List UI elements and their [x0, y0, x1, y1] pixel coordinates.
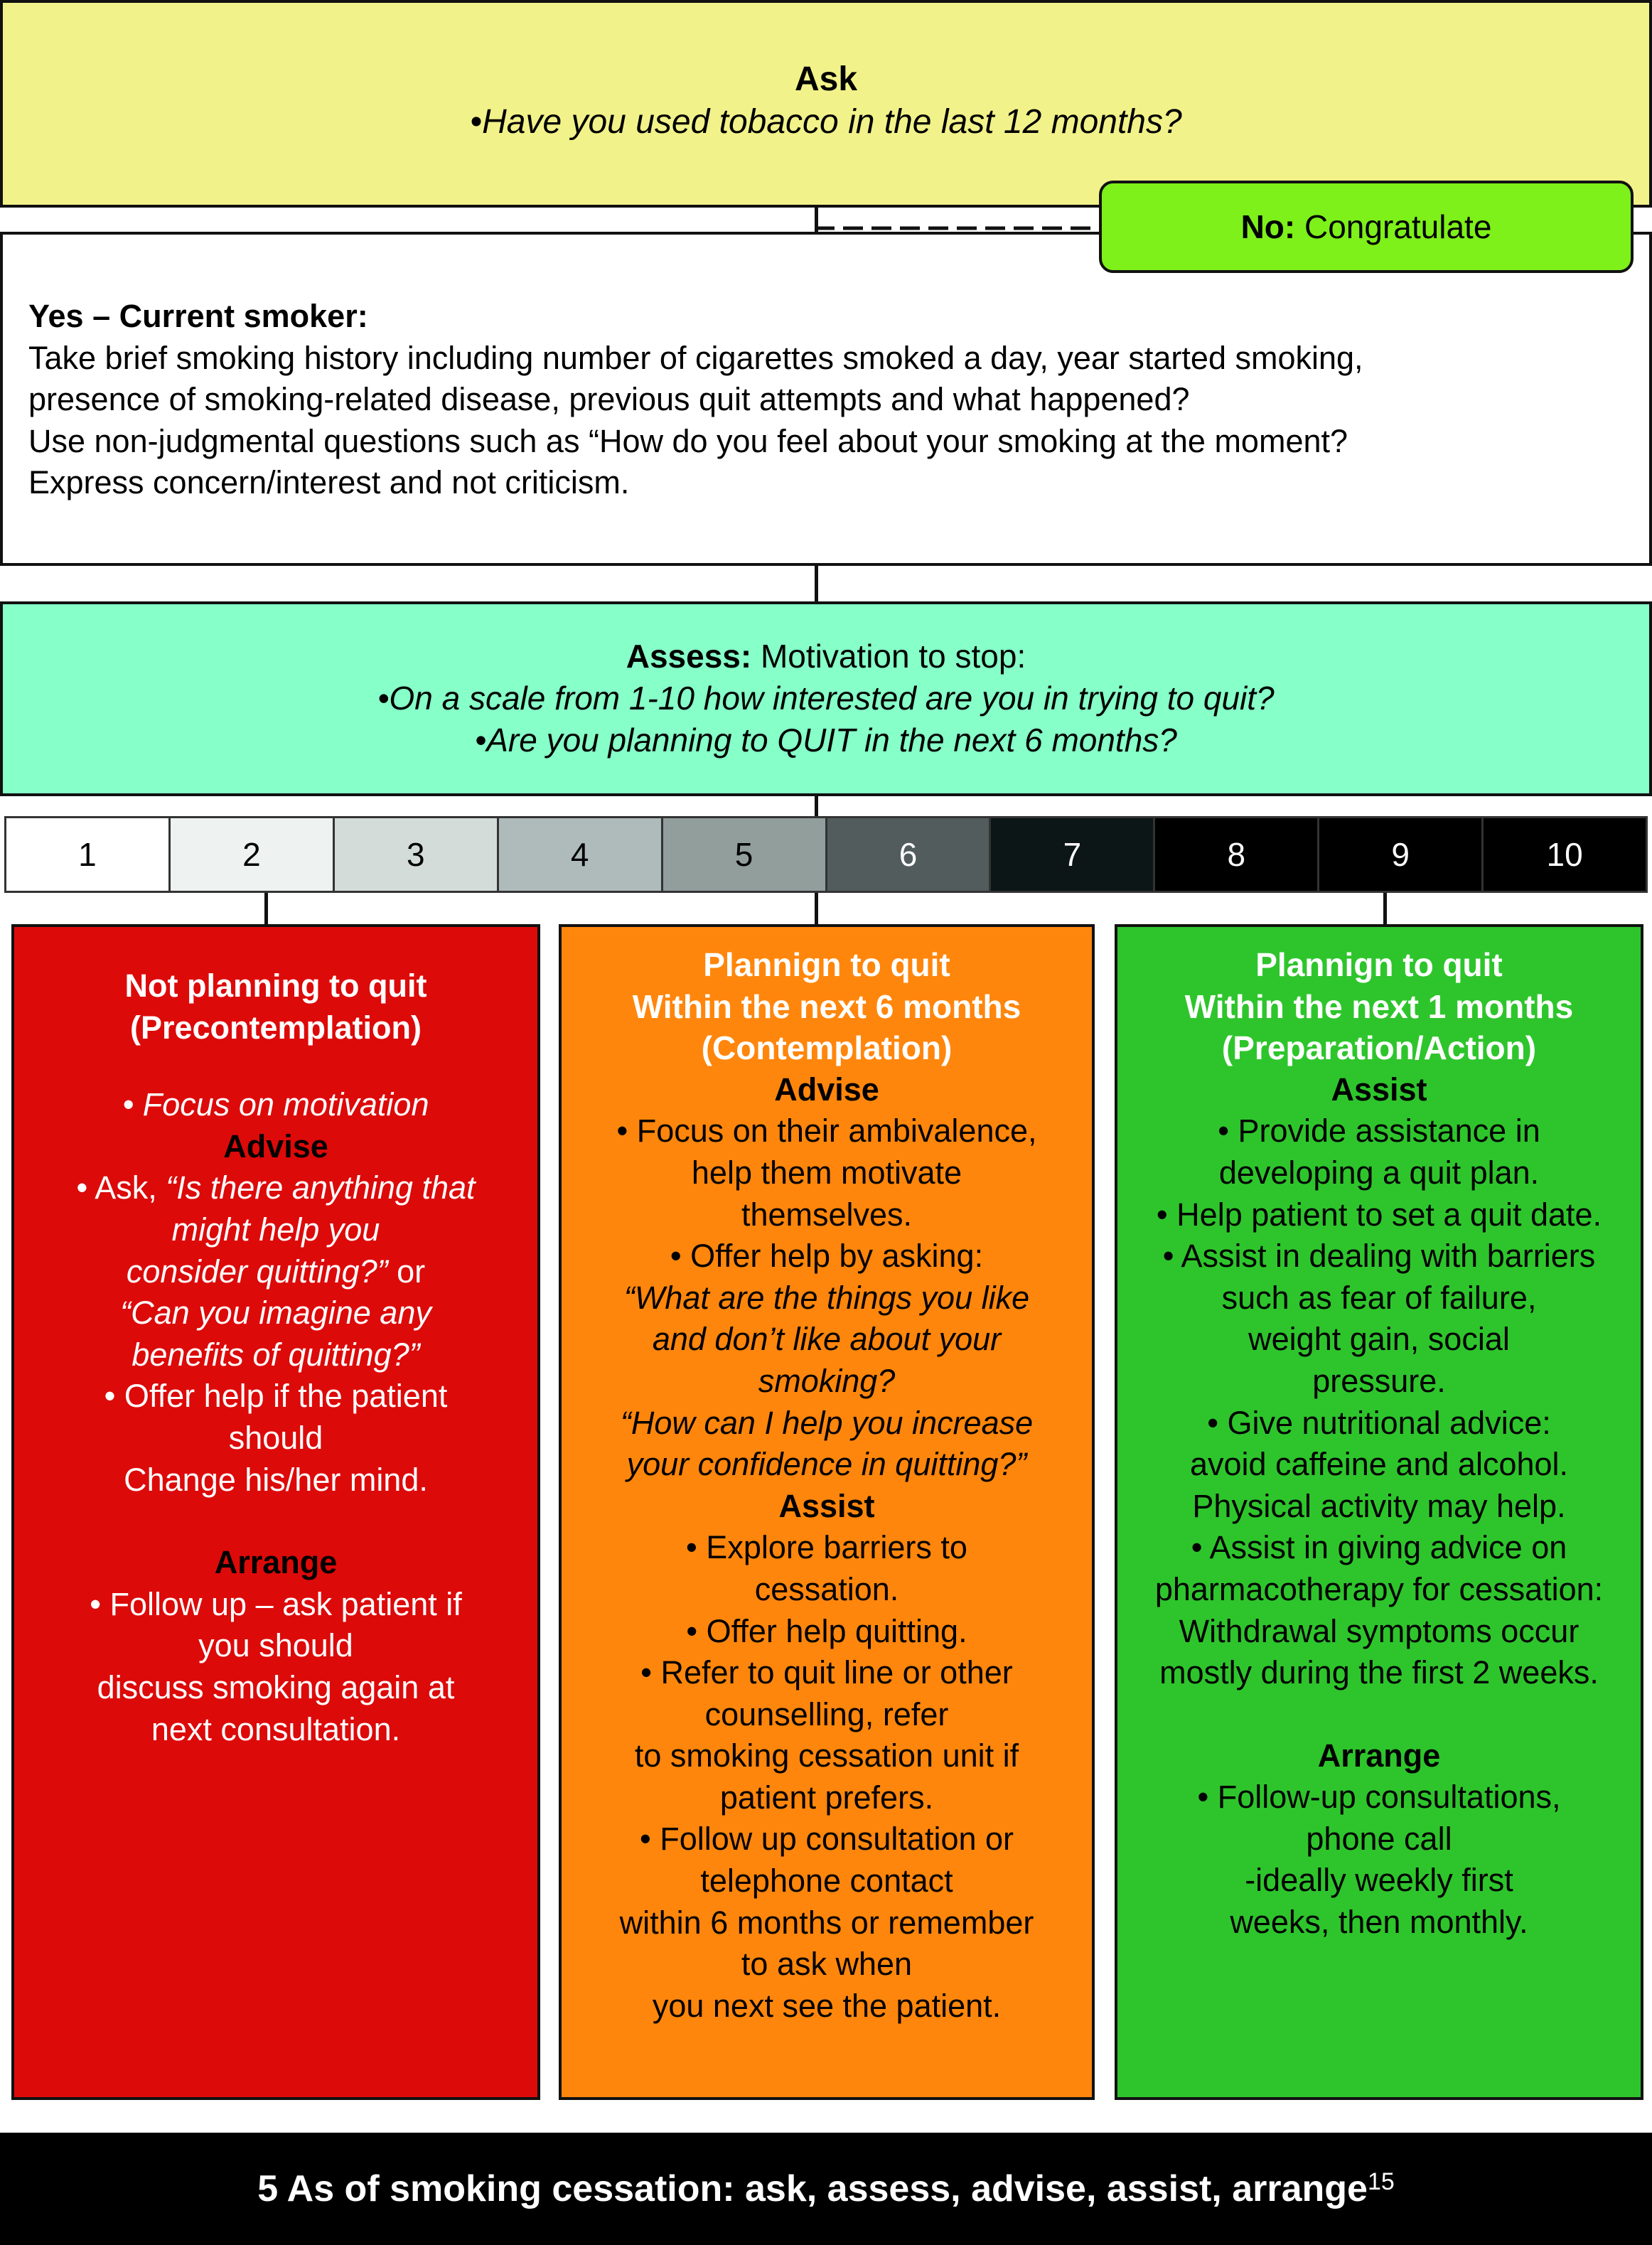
no-congratulate-box	[1099, 181, 1634, 273]
assist-line: counselling, refer	[704, 1695, 949, 1732]
advise-line: • Offer help if the patient	[104, 1378, 448, 1415]
advise-line: themselves.	[741, 1196, 913, 1233]
advise-line: benefits of quitting?”	[132, 1336, 420, 1373]
advise-line: “Can you imagine any	[120, 1295, 431, 1332]
assist-line: you next see the patient.	[652, 1987, 1002, 2024]
arrange-line: phone call	[1306, 1820, 1452, 1857]
stage-contemplation-box	[559, 924, 1095, 2100]
advise-line: your confidence in quitting?”	[626, 1446, 1027, 1483]
assist-line: telephone contact	[700, 1863, 953, 1900]
yes-line: Use non-judgmental questions such as “How do you feel about your smoking at the moment?	[28, 422, 1348, 459]
advise-line: might help you	[171, 1211, 380, 1248]
ask-title: Ask	[794, 60, 858, 98]
ask-question: •Have you used tobacco in the last 12 months?	[470, 103, 1182, 141]
yes-current-smoker-box	[0, 232, 1652, 566]
arrange-line: you should	[198, 1627, 353, 1664]
assist-line: • Give nutritional advice:	[1207, 1404, 1551, 1441]
assess-question-scale: •On a scale from 1-10 how interested are you in trying to quit?	[377, 680, 1275, 717]
stage-title: Plannign to quit	[703, 946, 950, 983]
stage-precontemplation-box	[11, 924, 540, 2100]
arrange-heading: Arrange	[214, 1544, 338, 1581]
dashed-connector-no	[815, 225, 1102, 232]
stage-title: Not planning to quit	[124, 968, 427, 1004]
advise-line: help them motivate	[691, 1154, 962, 1191]
assist-line: • Refer to quit line or other	[640, 1654, 1013, 1691]
assist-line: Physical activity may help.	[1192, 1487, 1566, 1524]
yes-line: Express concern/interest and not criticism.	[28, 464, 630, 500]
assist-line: pharmacotherapy for cessation:	[1154, 1570, 1604, 1607]
assist-line: weight gain, social	[1248, 1321, 1510, 1358]
connector-assess-scale	[815, 795, 818, 819]
ask-box	[0, 0, 1652, 208]
advise-heading: Advise	[223, 1127, 328, 1164]
assist-heading: Assist	[778, 1487, 875, 1524]
footer-reference: 15	[1367, 2168, 1395, 2195]
assist-line: • Assist in dealing with barriers	[1162, 1238, 1596, 1275]
scale-cell-2: 2	[171, 818, 335, 891]
assist-line: to smoking cessation unit if	[634, 1737, 1019, 1774]
advise-line: • Focus on their ambivalence,	[616, 1113, 1037, 1150]
connector-scale-red	[264, 891, 268, 926]
advise-line: smoking?	[758, 1362, 896, 1399]
assist-line: within 6 months or remember	[619, 1904, 1034, 1941]
arrange-heading: Arrange	[1317, 1737, 1441, 1774]
assist-line: patient prefers.	[719, 1779, 934, 1816]
stage-subtitle: Within the next 1 months	[1184, 987, 1574, 1025]
assist-line: Withdrawal symptoms occur	[1179, 1612, 1579, 1649]
assist-line: to ask when	[741, 1946, 913, 1983]
assist-heading: Assist	[1331, 1071, 1427, 1108]
assist-line: • Offer help quitting.	[686, 1612, 967, 1649]
advise-line: “What are the things you like	[623, 1279, 1030, 1316]
connector-yes-assess	[815, 564, 818, 604]
advise-line: and don’t like about your	[652, 1321, 1002, 1358]
scale-cell-7: 7	[991, 818, 1155, 891]
advise-line: “How can I help you increase	[620, 1404, 1034, 1441]
stage-name: (Contemplation)	[701, 1029, 953, 1067]
assist-line: avoid caffeine and alcohol.	[1189, 1446, 1569, 1483]
footer-caption	[0, 2133, 1652, 2245]
scale-cell-8: 8	[1155, 818, 1319, 891]
advise-heading: Advise	[774, 1071, 879, 1108]
arrange-line: • Follow-up consultations,	[1197, 1779, 1561, 1816]
stage-name: (Preparation/Action)	[1221, 1029, 1537, 1067]
arrange-line: next consultation.	[151, 1710, 401, 1747]
assist-line: • Assist in giving advice on	[1191, 1529, 1567, 1566]
scale-cell-10: 10	[1484, 818, 1646, 891]
stage-title: Plannign to quit	[1255, 946, 1503, 983]
motivation-scale	[4, 816, 1648, 893]
assist-line: • Explore barriers to	[686, 1529, 967, 1566]
arrange-line: -ideally weekly first	[1245, 1862, 1513, 1899]
advise-line: “Is there anything that	[166, 1169, 476, 1206]
assist-line: cessation.	[754, 1570, 899, 1607]
stage-subtitle: Within the next 6 months	[632, 987, 1021, 1025]
connector-scale-green	[1383, 891, 1387, 926]
assist-line: pressure.	[1312, 1362, 1446, 1399]
assess-box	[0, 601, 1652, 796]
no-text: Congratulate	[1295, 208, 1492, 245]
advise-line: consider quitting?”	[126, 1253, 388, 1290]
scale-cell-1: 1	[6, 818, 171, 891]
advise-line: • Ask,	[76, 1169, 166, 1206]
scale-cell-3: 3	[335, 818, 499, 891]
scale-cell-9: 9	[1319, 818, 1484, 891]
stage-preparation-action-box	[1115, 924, 1643, 2100]
assess-text: Motivation to stop:	[751, 638, 1026, 675]
assist-line: • Help patient to set a quit date.	[1156, 1196, 1602, 1233]
advise-line: should	[228, 1419, 323, 1456]
yes-line: Take brief smoking history including number of cigarettes smoked a day, year started smoking,	[28, 339, 1363, 376]
arrange-line: discuss smoking again at	[97, 1668, 455, 1705]
advise-line: • Offer help by asking:	[670, 1238, 984, 1275]
scale-cell-4: 4	[499, 818, 663, 891]
yes-line: presence of smoking-related disease, previous quit attempts and what happened?	[28, 381, 1190, 417]
scale-cell-5: 5	[663, 818, 827, 891]
advise-line: Change his/her mind.	[124, 1461, 428, 1498]
assist-line: mostly during the first 2 weeks.	[1159, 1654, 1599, 1691]
assess-label: Assess:	[626, 638, 752, 675]
assist-line: such as fear of failure,	[1221, 1279, 1537, 1316]
yes-title: Yes – Current smoker:	[28, 298, 368, 334]
footer-text: 5 As of smoking cessation: ask, assess, advise, assist, arrange	[257, 2168, 1368, 2209]
scale-cell-6: 6	[827, 818, 992, 891]
stage-subtitle: (Precontemplation)	[129, 1009, 422, 1046]
focus-text: • Focus on motivation	[122, 1086, 429, 1123]
no-label: No:	[1240, 208, 1296, 245]
assess-question-quit: •Are you planning to QUIT in the next 6 months?	[475, 722, 1177, 759]
assist-line: • Provide assistance in	[1218, 1113, 1540, 1150]
advise-line: or	[387, 1253, 426, 1290]
arrange-line: • Follow up – ask patient if	[90, 1585, 462, 1622]
assist-line: developing a quit plan.	[1218, 1154, 1540, 1191]
connector-scale-orange	[815, 891, 818, 926]
arrange-line: weeks, then monthly.	[1230, 1904, 1528, 1941]
assist-line: • Follow up consultation or	[639, 1821, 1014, 1858]
